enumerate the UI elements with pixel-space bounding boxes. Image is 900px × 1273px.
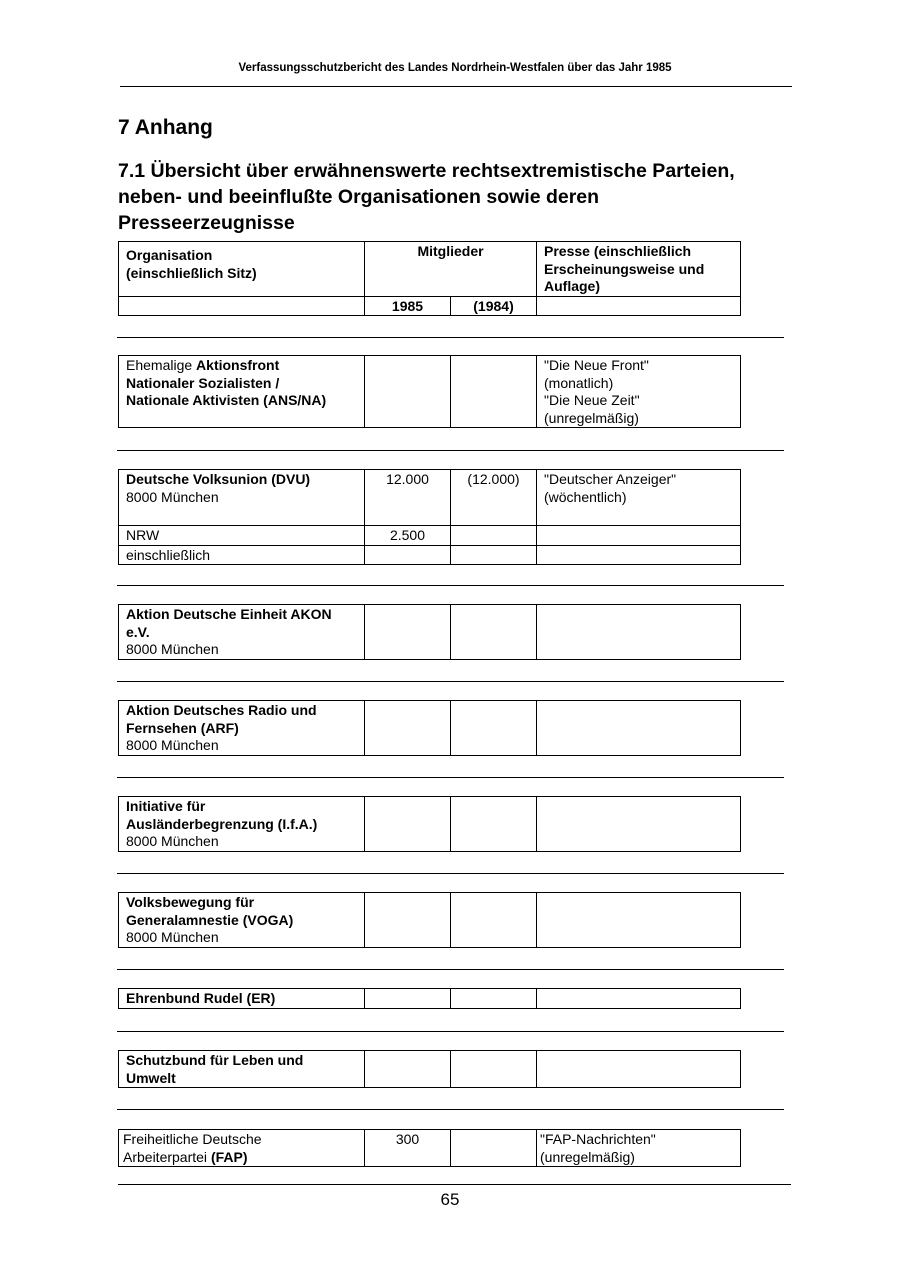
org-table-fap (118, 1129, 741, 1167)
column-header-organisation: Organisation (einschließlich Sitz) (119, 242, 365, 297)
press-cell: "Deutscher Anzeiger" (wöchentlich) (537, 470, 741, 526)
members-1984-cell: (12.000) (451, 470, 537, 526)
org-table-ans-na (118, 355, 741, 428)
org-name-cell: Ehrenbund Rudel (ER) (119, 989, 365, 1009)
column-header-members: Mitglieder (365, 242, 537, 297)
org-name-cell: Aktion Deutsches Radio und Fernsehen (ARF) 8000 München (119, 701, 365, 756)
chapter-title: 7 Anhang (118, 116, 213, 139)
sub-row-label: NRW (119, 526, 365, 546)
page-number: 65 (440, 1190, 460, 1209)
year-1985-header: 1985 (365, 296, 451, 316)
org-table-akon (118, 604, 741, 660)
column-header-press: Presse (einschließlich Erscheinungsweise und Auflage) (537, 242, 741, 297)
org-name-cell: Freiheitliche Deutsche Arbeiterpartei (FAP) (119, 1130, 365, 1167)
separator (117, 1031, 784, 1032)
org-table-voga (118, 892, 741, 948)
separator (117, 450, 784, 451)
org-table-schutzbund (118, 1050, 741, 1088)
separator (117, 681, 784, 682)
section-title: 7.1 Übersicht über erwähnenswerte rechtsextremistische Parteien, neben- und beeinflußte Organisationen sowie deren Presseerzeugnisse (118, 160, 735, 234)
separator (117, 777, 784, 778)
press-cell: "FAP-Nachrichten" (unregelmäßig) (537, 1130, 741, 1167)
org-name-cell: Volksbewegung für Generalamnestie (VOGA) 8000 München (119, 893, 365, 948)
header-rule (120, 86, 792, 87)
org-name-cell: Aktion Deutsche Einheit AKON e.V. 8000 München (119, 605, 365, 660)
separator (117, 585, 784, 586)
separator (117, 969, 784, 970)
members-1985-cell: 12.000 (365, 470, 451, 526)
separator (117, 1109, 784, 1110)
year-1984-header: (1984) (451, 296, 537, 316)
org-name-cell: Schutzbund für Leben und Umwelt (119, 1051, 365, 1088)
org-name-cell: Ehemalige Aktionsfront Nationaler Sozialisten / Nationale Aktivisten (ANS/NA) (119, 356, 365, 428)
footer-rule (118, 1184, 791, 1185)
org-table-er (118, 988, 741, 1009)
separator (117, 873, 784, 874)
press-cell: "Die Neue Front" (monatlich) "Die Neue Zeit" (unregelmäßig) (537, 356, 741, 428)
org-table-dvu (118, 469, 741, 565)
org-table-arf (118, 700, 741, 756)
header-table (118, 241, 741, 316)
members-1985-cell: 2.500 (365, 526, 451, 546)
org-name-cell: Deutsche Volksunion (DVU) 8000 München (119, 470, 365, 526)
running-head: Verfassungsschutzbericht des Landes Nordrhein-Westfalen über das Jahr 1985 (238, 62, 672, 74)
org-name-cell: Initiative für Ausländerbegrenzung (I.f.A.) 8000 München (119, 797, 365, 852)
separator (117, 337, 784, 338)
org-table-ifa (118, 796, 741, 852)
members-1985-cell: 300 (365, 1130, 451, 1167)
sub-row-label: einschließlich (119, 545, 365, 565)
